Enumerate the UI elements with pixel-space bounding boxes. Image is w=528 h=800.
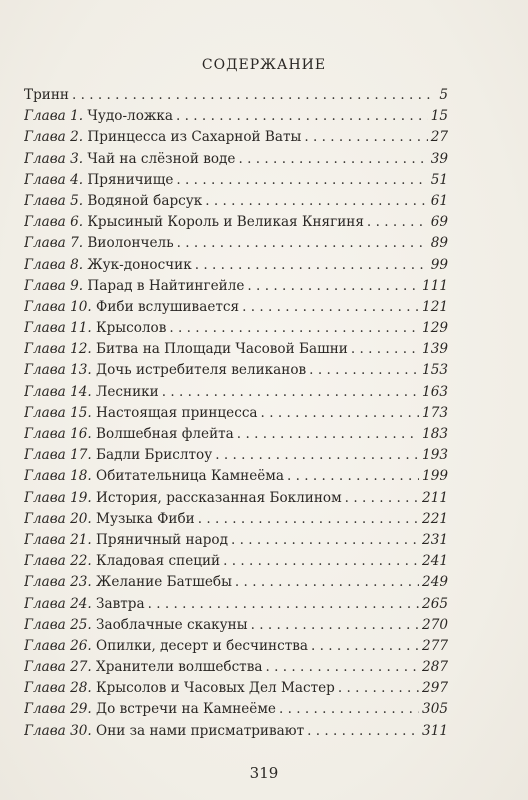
chapter-prefix: Глава 21.: [24, 531, 92, 548]
chapter-title: Тринн: [24, 87, 69, 103]
toc-entry-label: [24, 551, 220, 572]
toc-entry: [24, 191, 448, 212]
toc-entry-label: [24, 424, 234, 445]
dot-leader: [162, 382, 419, 403]
chapter-title: Они за нами присматривают: [96, 722, 305, 739]
chapter-prefix: Глава 19.: [24, 489, 92, 506]
dot-leader: [242, 297, 419, 318]
page-reference: 287: [422, 659, 448, 676]
chapter-prefix: Глава 24.: [24, 595, 92, 612]
chapter-prefix: Глава 26.: [24, 637, 92, 654]
dot-leader: [195, 255, 428, 276]
dot-leader: [215, 445, 419, 466]
toc-entry: [24, 721, 448, 742]
toc-entry-label: [24, 85, 69, 106]
toc-entry: [24, 466, 448, 487]
page-reference: 249: [422, 574, 448, 591]
chapter-title: Крысолов и Часовых Дел Мастер: [96, 680, 335, 697]
chapter-prefix: Глава 11.: [24, 320, 92, 337]
chapter-title: Лесники: [96, 383, 159, 400]
page-reference: 139: [422, 341, 448, 358]
chapter-title: Заоблачные скакуны: [96, 616, 248, 633]
dot-leader: [367, 212, 428, 233]
toc-entry: [24, 530, 448, 551]
toc-entry-label: [24, 318, 166, 339]
chapter-prefix: Глава 20.: [24, 510, 92, 527]
toc-entry: [24, 382, 448, 403]
chapter-prefix: Глава 12.: [24, 341, 92, 358]
dot-leader: [148, 594, 419, 615]
chapter-prefix: Глава 13.: [24, 362, 92, 379]
toc-entry: [24, 339, 448, 360]
page-reference: 129: [422, 320, 448, 337]
dot-leader: [251, 615, 419, 636]
dot-leader: [237, 424, 419, 445]
toc-entry-label: [24, 466, 284, 487]
dot-leader: [311, 636, 419, 657]
chapter-title: Музыка Фиби: [96, 510, 195, 527]
page-reference: 163: [422, 383, 448, 400]
page-reference: 311: [422, 722, 448, 739]
dot-leader: [338, 678, 419, 699]
toc-entry-label: [24, 255, 192, 276]
toc-entry: [24, 233, 448, 254]
chapter-prefix: Глава 29.: [24, 701, 92, 718]
chapter-title: Обитательница Камнеёма: [96, 468, 284, 485]
page-reference: 111: [422, 277, 448, 294]
page-number: 319: [249, 764, 279, 782]
chapter-prefix: Глава 4.: [24, 171, 84, 188]
chapter-title: Бадли Брислтоу: [96, 447, 213, 464]
chapter-title: Водяной барсук: [87, 192, 203, 209]
toc-entry-label: [24, 127, 301, 148]
chapter-prefix: Глава 22.: [24, 553, 92, 570]
toc-list: [24, 85, 448, 742]
page-reference: 193: [422, 447, 448, 464]
page-reference: 270: [422, 616, 448, 633]
dot-leader: [307, 721, 419, 742]
page-reference: 27: [430, 129, 448, 146]
dot-leader: [198, 509, 419, 530]
chapter-prefix: Глава 9.: [24, 277, 84, 294]
toc-entry: [24, 551, 448, 572]
toc-entry-label: [24, 360, 306, 381]
toc-entry-label: [24, 488, 342, 509]
page-title: содержание: [201, 50, 327, 74]
page-reference: 297: [422, 680, 448, 697]
chapter-prefix: Глава 7.: [24, 235, 84, 252]
table-of-contents: [24, 85, 448, 742]
chapter-title: Чудо-ложка: [87, 108, 173, 125]
toc-entry-label: [24, 191, 202, 212]
toc-entry-label: [24, 572, 232, 593]
toc-entry-label: [24, 445, 212, 466]
page-reference: 221: [422, 510, 448, 527]
toc-entry-label: [24, 297, 239, 318]
chapter-prefix: Глава 14.: [24, 383, 92, 400]
chapter-prefix: Глава 23.: [24, 574, 92, 591]
chapter-title: Принцесса из Сахарной Ваты: [87, 129, 302, 146]
page-reference: 121: [422, 298, 448, 315]
chapter-prefix: Глава 25.: [24, 616, 92, 633]
dot-leader: [72, 85, 436, 106]
chapter-prefix: Глава 30.: [24, 722, 92, 739]
toc-entry-label: [24, 636, 308, 657]
toc-entry-label: [24, 212, 364, 233]
chapter-title: До встречи на Камнеёме: [96, 701, 276, 718]
toc-entry-label: [24, 233, 174, 254]
dot-leader: [279, 699, 419, 720]
toc-entry: [24, 106, 448, 127]
toc-entry-label: [24, 721, 304, 742]
page-reference: 173: [422, 404, 448, 421]
page-reference: 99: [430, 256, 448, 273]
toc-entry: [24, 149, 448, 170]
chapter-prefix: Глава 15.: [24, 404, 92, 421]
chapter-title: Дочь истребителя великанов: [96, 362, 307, 379]
toc-entry: [24, 318, 448, 339]
page-reference: 277: [422, 637, 448, 654]
toc-entry: [24, 297, 448, 318]
toc-entry: [24, 127, 448, 148]
chapter-title: Настоящая принцесса: [96, 404, 258, 421]
chapter-prefix: Глава 16.: [24, 426, 92, 442]
chapter-title: Виолончель: [87, 235, 174, 252]
page-reference: 211: [422, 489, 448, 506]
chapter-title: Пряничный народ: [96, 531, 228, 548]
toc-entry: [24, 594, 448, 615]
toc-entry-label: [24, 403, 258, 424]
toc-entry: [24, 212, 448, 233]
toc-entry: [24, 572, 448, 593]
chapter-title: Пряничище: [87, 171, 174, 188]
toc-entry: [24, 509, 448, 530]
page-reference: 183: [422, 426, 448, 442]
chapter-title: Завтра: [96, 595, 145, 612]
toc-entry: [24, 678, 448, 699]
dot-leader: [169, 318, 419, 339]
dot-leader: [345, 488, 419, 509]
chapter-prefix: Глава 18.: [24, 468, 92, 485]
chapter-title: Чай на слёзной воде: [87, 150, 236, 167]
toc-entry: [24, 699, 448, 720]
page-reference: 231: [422, 531, 448, 548]
page-reference: 51: [430, 171, 448, 188]
page-reference: 15: [430, 108, 448, 125]
page-reference: 199: [422, 468, 448, 485]
chapter-prefix: Глава 6.: [24, 214, 84, 231]
page-reference: 265: [422, 595, 448, 612]
toc-entry: [24, 85, 448, 106]
toc-entry-label: [24, 530, 228, 551]
chapter-prefix: Глава 3.: [24, 150, 84, 167]
dot-leader: [238, 149, 427, 170]
chapter-prefix: Глава 17.: [24, 447, 92, 464]
chapter-title: Битва на Площади Часовой Башни: [96, 341, 348, 358]
dot-leader: [287, 466, 419, 487]
toc-entry-label: [24, 339, 348, 360]
toc-entry-label: [24, 657, 262, 678]
toc-entry-label: [24, 509, 195, 530]
toc-entry: [24, 403, 448, 424]
page-reference: 39: [430, 150, 448, 167]
toc-entry-label: [24, 382, 159, 403]
toc-entry: [24, 615, 448, 636]
chapter-title: Опилки, десерт и бесчинства: [96, 637, 308, 654]
page-reference: 305: [422, 701, 448, 718]
chapter-prefix: Глава 28.: [24, 680, 92, 697]
page-reference: 153: [422, 362, 448, 379]
toc-entry-label: [24, 106, 173, 127]
toc-entry: [24, 488, 448, 509]
dot-leader: [247, 276, 419, 297]
toc-entry-label: [24, 615, 248, 636]
dot-leader: [231, 530, 419, 551]
dot-leader: [235, 572, 419, 593]
toc-entry-label: [24, 594, 145, 615]
page-reference: 61: [430, 192, 448, 209]
toc-entry-label: [24, 699, 276, 720]
toc-entry: [24, 276, 448, 297]
chapter-prefix: Глава 1.: [24, 108, 84, 125]
chapter-title: Крысолов: [96, 320, 167, 337]
dot-leader: [176, 106, 428, 127]
chapter-prefix: Глава 2.: [24, 129, 84, 146]
dot-leader: [223, 551, 419, 572]
chapter-title: Фиби вслушивается: [96, 298, 240, 315]
dot-leader: [205, 191, 427, 212]
chapter-prefix: Глава 10.: [24, 298, 92, 315]
page-reference: 69: [430, 214, 448, 231]
page-reference: 241: [422, 553, 448, 570]
chapter-title: Волшебная флейта: [96, 426, 234, 442]
toc-entry: [24, 424, 448, 445]
dot-leader: [351, 339, 419, 360]
page-reference: 5: [439, 87, 448, 103]
toc-entry: [24, 360, 448, 381]
toc-entry: [24, 657, 448, 678]
toc-entry-label: [24, 170, 173, 191]
chapter-title: История, рассказанная Боклином: [96, 489, 342, 506]
dot-leader: [261, 403, 420, 424]
dot-leader: [177, 233, 428, 254]
chapter-prefix: Глава 5.: [24, 192, 84, 209]
chapter-prefix: Глава 8.: [24, 256, 84, 273]
chapter-title: Кладовая специй: [96, 553, 221, 570]
toc-entry-label: [24, 678, 335, 699]
toc-entry: [24, 170, 448, 191]
dot-leader: [265, 657, 419, 678]
page-reference: 89: [430, 235, 448, 252]
dot-leader: [309, 360, 419, 381]
toc-entry: [24, 445, 448, 466]
chapter-title: Крысиный Король и Великая Княгиня: [87, 214, 364, 231]
chapter-title: Хранители волшебства: [96, 659, 263, 676]
toc-entry: [24, 636, 448, 657]
chapter-title: Парад в Найтингейле: [87, 277, 245, 294]
chapter-title: Желание Батшебы: [96, 574, 232, 591]
dot-leader: [304, 127, 427, 148]
dot-leader: [176, 170, 427, 191]
chapter-prefix: Глава 27.: [24, 659, 92, 676]
chapter-title: Жук-доносчик: [87, 256, 192, 273]
toc-entry-label: [24, 276, 244, 297]
toc-entry-label: [24, 149, 235, 170]
toc-entry: [24, 255, 448, 276]
